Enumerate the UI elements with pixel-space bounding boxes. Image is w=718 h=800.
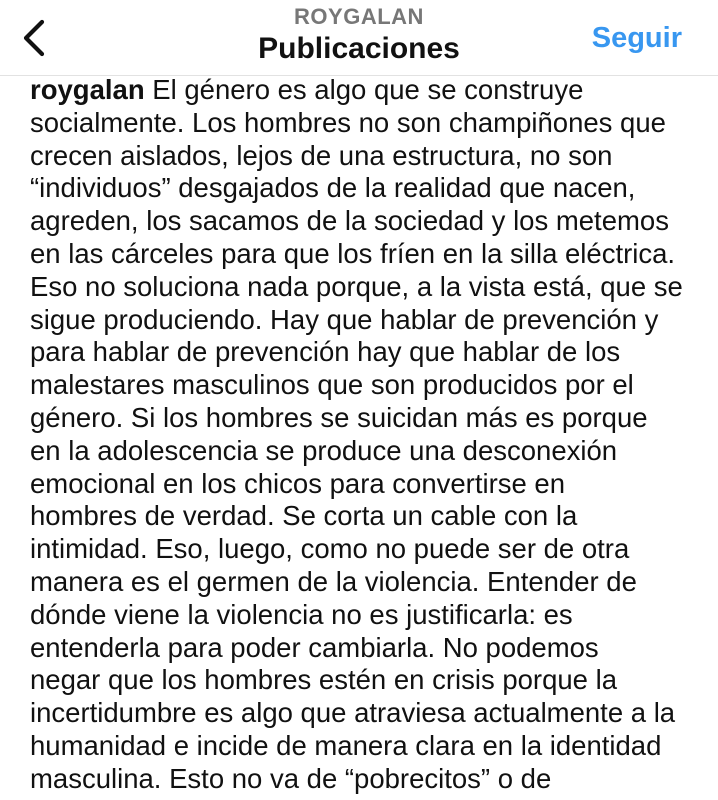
caption-line: sigue produciendo. Hay que hablar de prevención y <box>30 303 659 335</box>
caption-line: malestares masculinos que son producidos por el <box>30 369 634 401</box>
account-name: ROYGALAN <box>294 4 424 29</box>
caption-line: negar que los hombres estén en crisis porque la <box>30 664 618 696</box>
caption-line: “individuos” desgajados de la realidad que nacen, <box>30 172 636 204</box>
caption-line: dónde viene la violencia no es justificarla: es <box>30 598 573 630</box>
caption-line: entenderla para poder cambiarla. No podemos <box>30 631 599 663</box>
follow-button[interactable]: Seguir <box>591 22 682 54</box>
top-nav-bar <box>0 0 718 76</box>
caption-line: emocional en los chicos para convertirse en <box>30 467 566 499</box>
caption-line: masculina. Esto no va de “pobrecitos” o de <box>30 762 552 794</box>
caption-line: manera es el germen de la violencia. Entender de <box>30 565 637 597</box>
caption-line: agreden, los sacamos de la sociedad y los metemos <box>30 205 669 237</box>
caption-line: hombres de verdad. Se corta un cable con la <box>30 500 578 532</box>
caption-line: en la adolescencia se produce una desconexión <box>30 434 618 466</box>
caption-line: para hablar de prevención hay que hablar de los <box>30 336 621 368</box>
caption-line-text: El género es algo que se construye <box>152 74 584 105</box>
caption-line: género. Si los hombres se suicidan más es porque <box>30 401 648 433</box>
page-title: Publicaciones <box>258 32 460 65</box>
caption-line: socialmente. Los hombres no son champiñones que <box>30 106 666 138</box>
post-caption <box>30 74 700 796</box>
caption-username[interactable]: roygalan <box>30 74 145 105</box>
caption-line: incertidumbre es algo que atraviesa actualmente a la <box>30 697 676 729</box>
caption-line <box>30 74 700 107</box>
caption-line: Eso no soluciona nada porque, a la vista está, que se <box>30 270 683 302</box>
caption-line: intimidad. Eso, luego, como no puede ser de otra <box>30 533 630 565</box>
caption-line: crecen aislados, lejos de una estructura, no son <box>30 139 613 171</box>
caption-line: en las cárceles para que los fríen en la silla eléctrica. <box>30 237 676 269</box>
caption-line: humanidad e incide de manera clara en la identidad <box>30 729 662 761</box>
